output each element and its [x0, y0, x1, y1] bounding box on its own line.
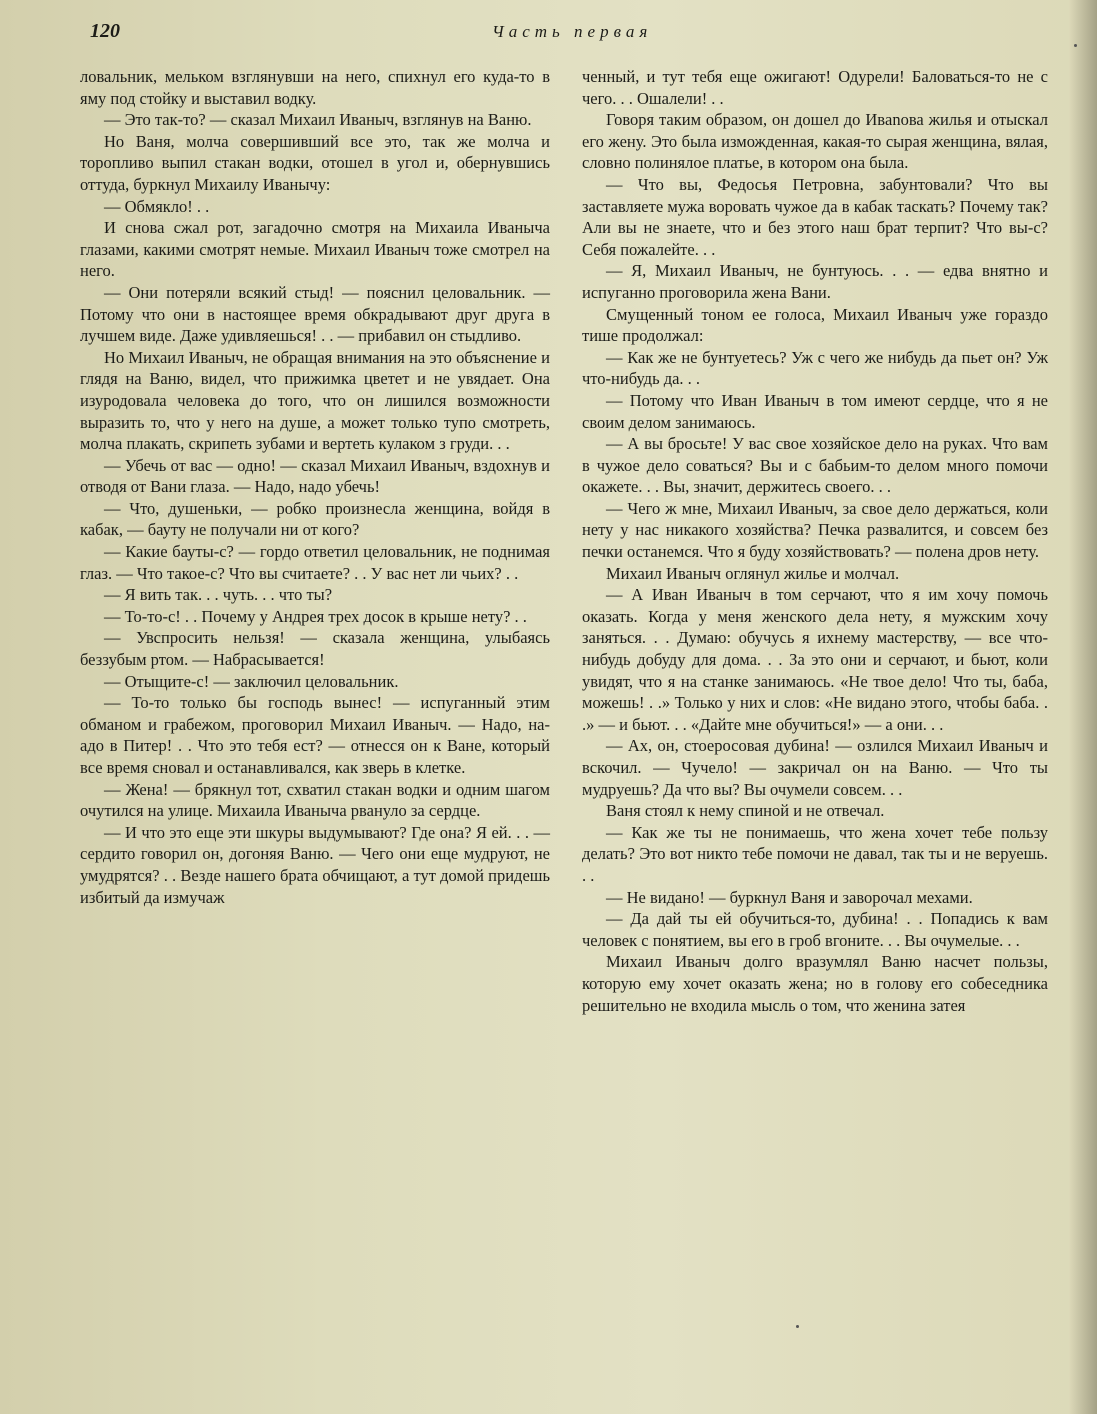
- paragraph: Михаил Иваныч долго вразумлял Ваню насчет пользы, которую ему хочет оказать жена; но в голову его собеседника решительно не входила мысль о том, что женина затея: [582, 952, 1048, 1015]
- paragraph: — Я вить так. . . чуть. . . что ты?: [104, 585, 333, 605]
- text-column-left: [80, 66, 550, 908]
- paragraph: Говоря таким образом, он дошел до Ивanова жилья и отыскал его жену. Это была изможденная, какая-то сырая женщина, вялая, словно полинялое платье, в котором она была.: [582, 110, 1048, 173]
- page-edge-shadow: [1069, 0, 1097, 1414]
- paragraph: Ваня стоял к нему спиной и не отвечал.: [606, 801, 885, 821]
- paragraph: Смущенный тоном ее голоса, Михаил Иваныч уже гораздо тише продолжал:: [582, 304, 1048, 346]
- paragraph: — А Иван Иваныч в том серчают, что я им хочу помочь оказать. Когда у меня женского дела нету, я мужским хочу заняться. . . Думаю: обучусь я ихнему мастерству, — все что-нибудь добуду для дома. . . За это они и серчают, и бьют, коли увидят, что я на станке занимаюсь. «Не твое дело! Что ты, баба, можешь! . .» Только у них и слов: «Не видано этого, чтобы баба. . .» — и бьют. . . «Дайте мне обучиться!» — а они. . .: [582, 585, 1048, 734]
- paragraph: — Отыщите-с! — заключил целовальник.: [104, 671, 399, 691]
- paragraph: — Потому что Иван Иваныч в том имеют сердце, что я не своим делом занимаюсь.: [582, 390, 1048, 432]
- paragraph: — Это так-то? — сказал Михаил Иваныч, взглянув на Ваню.: [104, 110, 532, 130]
- paragraph: — То-то-с! . . Почему у Андрея трех досок в крыше нету? . .: [104, 606, 527, 626]
- text-column-right: [582, 66, 1048, 1016]
- paragraph: — Чего ж мне, Михаил Иваныч, за свое дело держаться, коли нету у нас никакого хозяйства? Печка развалится, и совсем без печки останемся. Что я буду хозяйствовать? — полена дров нету.: [582, 498, 1048, 562]
- paragraph: — Не видано! — буркнул Ваня и заворочал мехами.: [606, 887, 973, 907]
- paragraph: Но Михаил Иваныч, не обращая внимания на это объяснение и глядя на Ваню, видел, что прижимка цветет и не увядает. Она изуродовала человека до того, что он лишился возможности выразить то, что у него на душе, а может только тупо смотреть, молча плакать, скрипеть зубами и вертеть кулаком з груди. . .: [80, 347, 550, 454]
- paragraph: — Что вы, Федосья Петровна, забунтовали? Что вы заставляете мужа воровать чужое да в кабак таскать? Почему так? Али вы не знаете, что и без этого наш брат терпит? Что вы-с? Себя пожалейте. . .: [582, 174, 1048, 259]
- paragraph: — А вы бросьте! У вас свое хозяйское дело на руках. Что вам в чужое дело соваться? Вы и с бабьим-то делом много помочи окажете. . . Вы, значит, держитесь своего. . .: [582, 434, 1048, 497]
- paragraph: И снова сжал рот, загадочно смотря на Михаила Иваныча глазами, какими смотрят немые. Михаил Иваныч тоже смотрел на него.: [80, 218, 550, 281]
- paragraph: Но Ваня, молча совершивший все это, так же молча и торопливо выпил стакан водки, отошел в угол и, обернувшись оттуда, буркнул Михаилу Иванычу:: [80, 131, 550, 194]
- paragraph: ченный, и тут тебя еще ожигают! Одурели! Баловаться-то не с чего. . . Ошалели! . .: [582, 67, 1048, 108]
- print-speck: [1074, 44, 1077, 47]
- paragraph: — Как же ты не понимаешь, что жена хочет тебе пользу делать? Это вот никто тебе помочи не давал, так ты и не веруешь. . .: [582, 822, 1048, 885]
- paragraph: — Какие бауты-с? — гордо ответил целовальник, не поднимая глаз. — Что такое-с? Что вы считаете? . . У вас нет ли чьих? . .: [80, 542, 550, 583]
- paragraph: — Да дай ты ей обучиться-то, дубина! . . Попадись к вам человек с понятием, вы его в гроб вгоните. . . Вы очумелые. . .: [582, 909, 1048, 950]
- paragraph: — Что, душеньки, — робко произнесла женщина, войдя в кабак, — бауту не получали ни от кого?: [80, 498, 550, 540]
- paragraph: — Убечь от вас — одно! — сказал Михаил Иваныч, вздохнув и отводя от Вани глаза. — Надо, надо убечь!: [80, 455, 550, 497]
- paragraph: — Как же не бунтуетесь? Уж с чего же нибудь да пьет он? Уж что-нибудь да. . .: [582, 347, 1048, 389]
- paragraph: ловальник, мельком взглянувши на него, спихнул его куда-то в яму под стойку и выставил водку.: [80, 67, 550, 108]
- paragraph: — Обмякло! . .: [104, 196, 210, 216]
- paragraph: — Жена! — брякнул тот, схватил стакан водки и одним шагом очутился на улице. Михаила Иваныча рвануло за сердце.: [80, 779, 550, 821]
- running-head: Часть первая: [492, 22, 653, 41]
- paragraph: — Ах, он, стоеросовая дубина! — озлился Михаил Иваныч и вскочил. — Чучело! — закричал он на Ваню. — Что ты мудруешь? Да что вы? Вы очумели совсем. . .: [582, 736, 1048, 799]
- paragraph: — Увспросить нельзя! — сказала женщина, улыбаясь беззубым ртом. — Набрасывается!: [80, 628, 550, 670]
- print-speck: [796, 1325, 799, 1328]
- paragraph: — Они потеряли всякий стыд! — пояснил целовальник. — Потому что они в настоящее время обкрадывают друг друга в лучшем виде. Даже удивляешься! . . — прибавил он стыдливо.: [80, 282, 550, 346]
- page-number: 120: [90, 20, 120, 42]
- page-header: [82, 18, 1037, 54]
- paragraph: — Я, Михаил Иваныч, не бунтуюсь. . . — едва внятно и испуганно проговорила жена Вани.: [582, 261, 1048, 302]
- paragraph: — И что это еще эти шкуры выдумывают? Где она? Я ей. . . — сердито говорил он, догоняя Ваню. — Чего они еще мудруют, не умудрятся? . . Везде нашего брата обчищают, а тут домой придешь избитый да измучаж: [80, 822, 550, 907]
- paragraph: Михаил Иваныч оглянул жилье и молчал.: [606, 563, 900, 583]
- paragraph: — То-то только бы господь вынес! — испуганный этим обманом и грабежом, проговорил Михаил Иваныч. — Надо, на-адо в Питер! . . Что это тебя ест? — отнесся он к Ване, который все время сновал и останавливался, как зверь в клетке.: [80, 693, 550, 777]
